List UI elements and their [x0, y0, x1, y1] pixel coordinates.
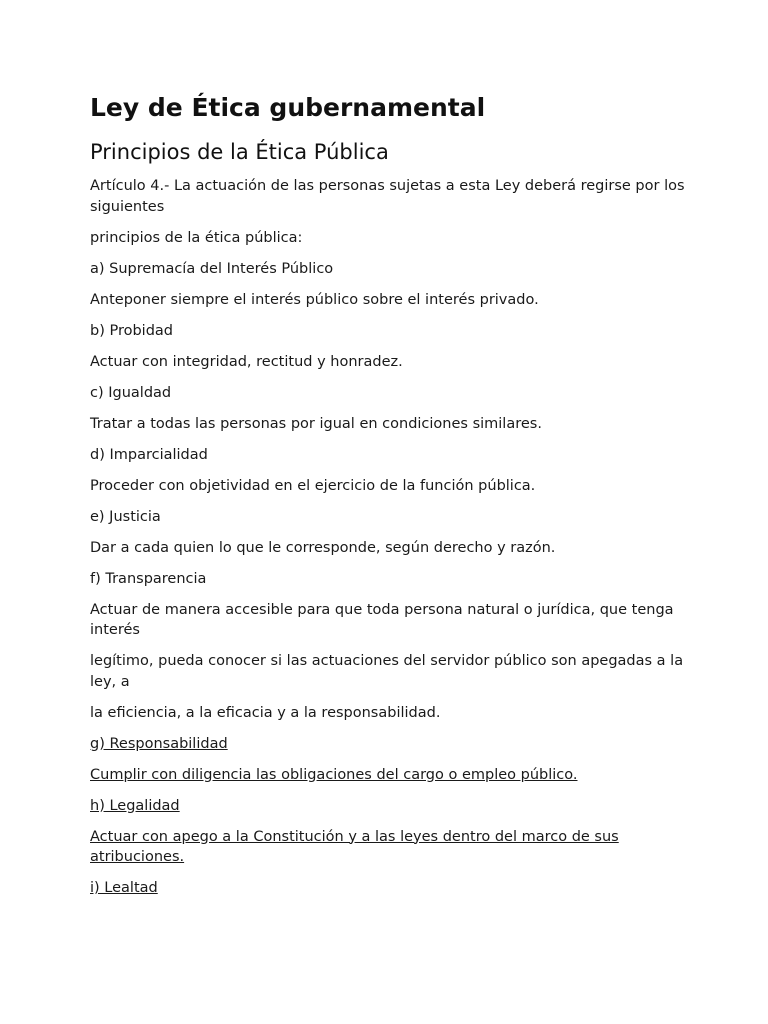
paragraph: Actuar con integridad, rectitud y honradez.	[90, 353, 403, 370]
paragraph: legítimo, pueda conocer si las actuaciones del servidor público son apegadas a la ley, a	[90, 653, 684, 690]
paragraph: Anteponer siempre el interés público sobre el interés privado.	[90, 291, 539, 308]
paragraph: i) Lealtad	[90, 880, 158, 896]
document-title: Ley de Ética gubernamental	[90, 93, 486, 122]
paragraph: g) Responsabilidad	[90, 735, 228, 752]
paragraph: Artículo 4.- La actuación de las personas sujetas a esta Ley deberá regirse por los siguientes	[90, 178, 685, 215]
paragraph: d) Imparcialidad	[90, 446, 208, 463]
paragraph: h) Legalidad	[90, 797, 180, 814]
document-page	[90, 92, 690, 909]
paragraph: Proceder con objetividad en el ejercicio de la función pública.	[90, 477, 536, 494]
document-subtitle: Principios de la Ética Pública	[90, 140, 389, 164]
document-body	[90, 176, 690, 899]
paragraph: b) Probidad	[90, 322, 173, 339]
paragraph: f) Transparencia	[90, 570, 207, 587]
paragraph: Dar a cada quien lo que le corresponde, según derecho y razón.	[90, 539, 556, 556]
paragraph: Tratar a todas las personas por igual en condiciones similares.	[90, 415, 542, 432]
paragraph: Cumplir con diligencia las obligaciones del cargo o empleo público.	[90, 766, 578, 783]
paragraph: Actuar con apego a la Constitución y a las leyes dentro del marco de sus atribuciones.	[90, 828, 619, 865]
paragraph: principios de la ética pública:	[90, 229, 303, 246]
paragraph: e) Justicia	[90, 508, 161, 525]
paragraph: a) Supremacía del Interés Público	[90, 260, 334, 277]
paragraph: Actuar de manera accesible para que toda persona natural o jurídica, que tenga interés	[90, 601, 674, 638]
paragraph: c) Igualdad	[90, 384, 172, 401]
paragraph: la eficiencia, a la eficacia y a la responsabilidad.	[90, 704, 441, 721]
